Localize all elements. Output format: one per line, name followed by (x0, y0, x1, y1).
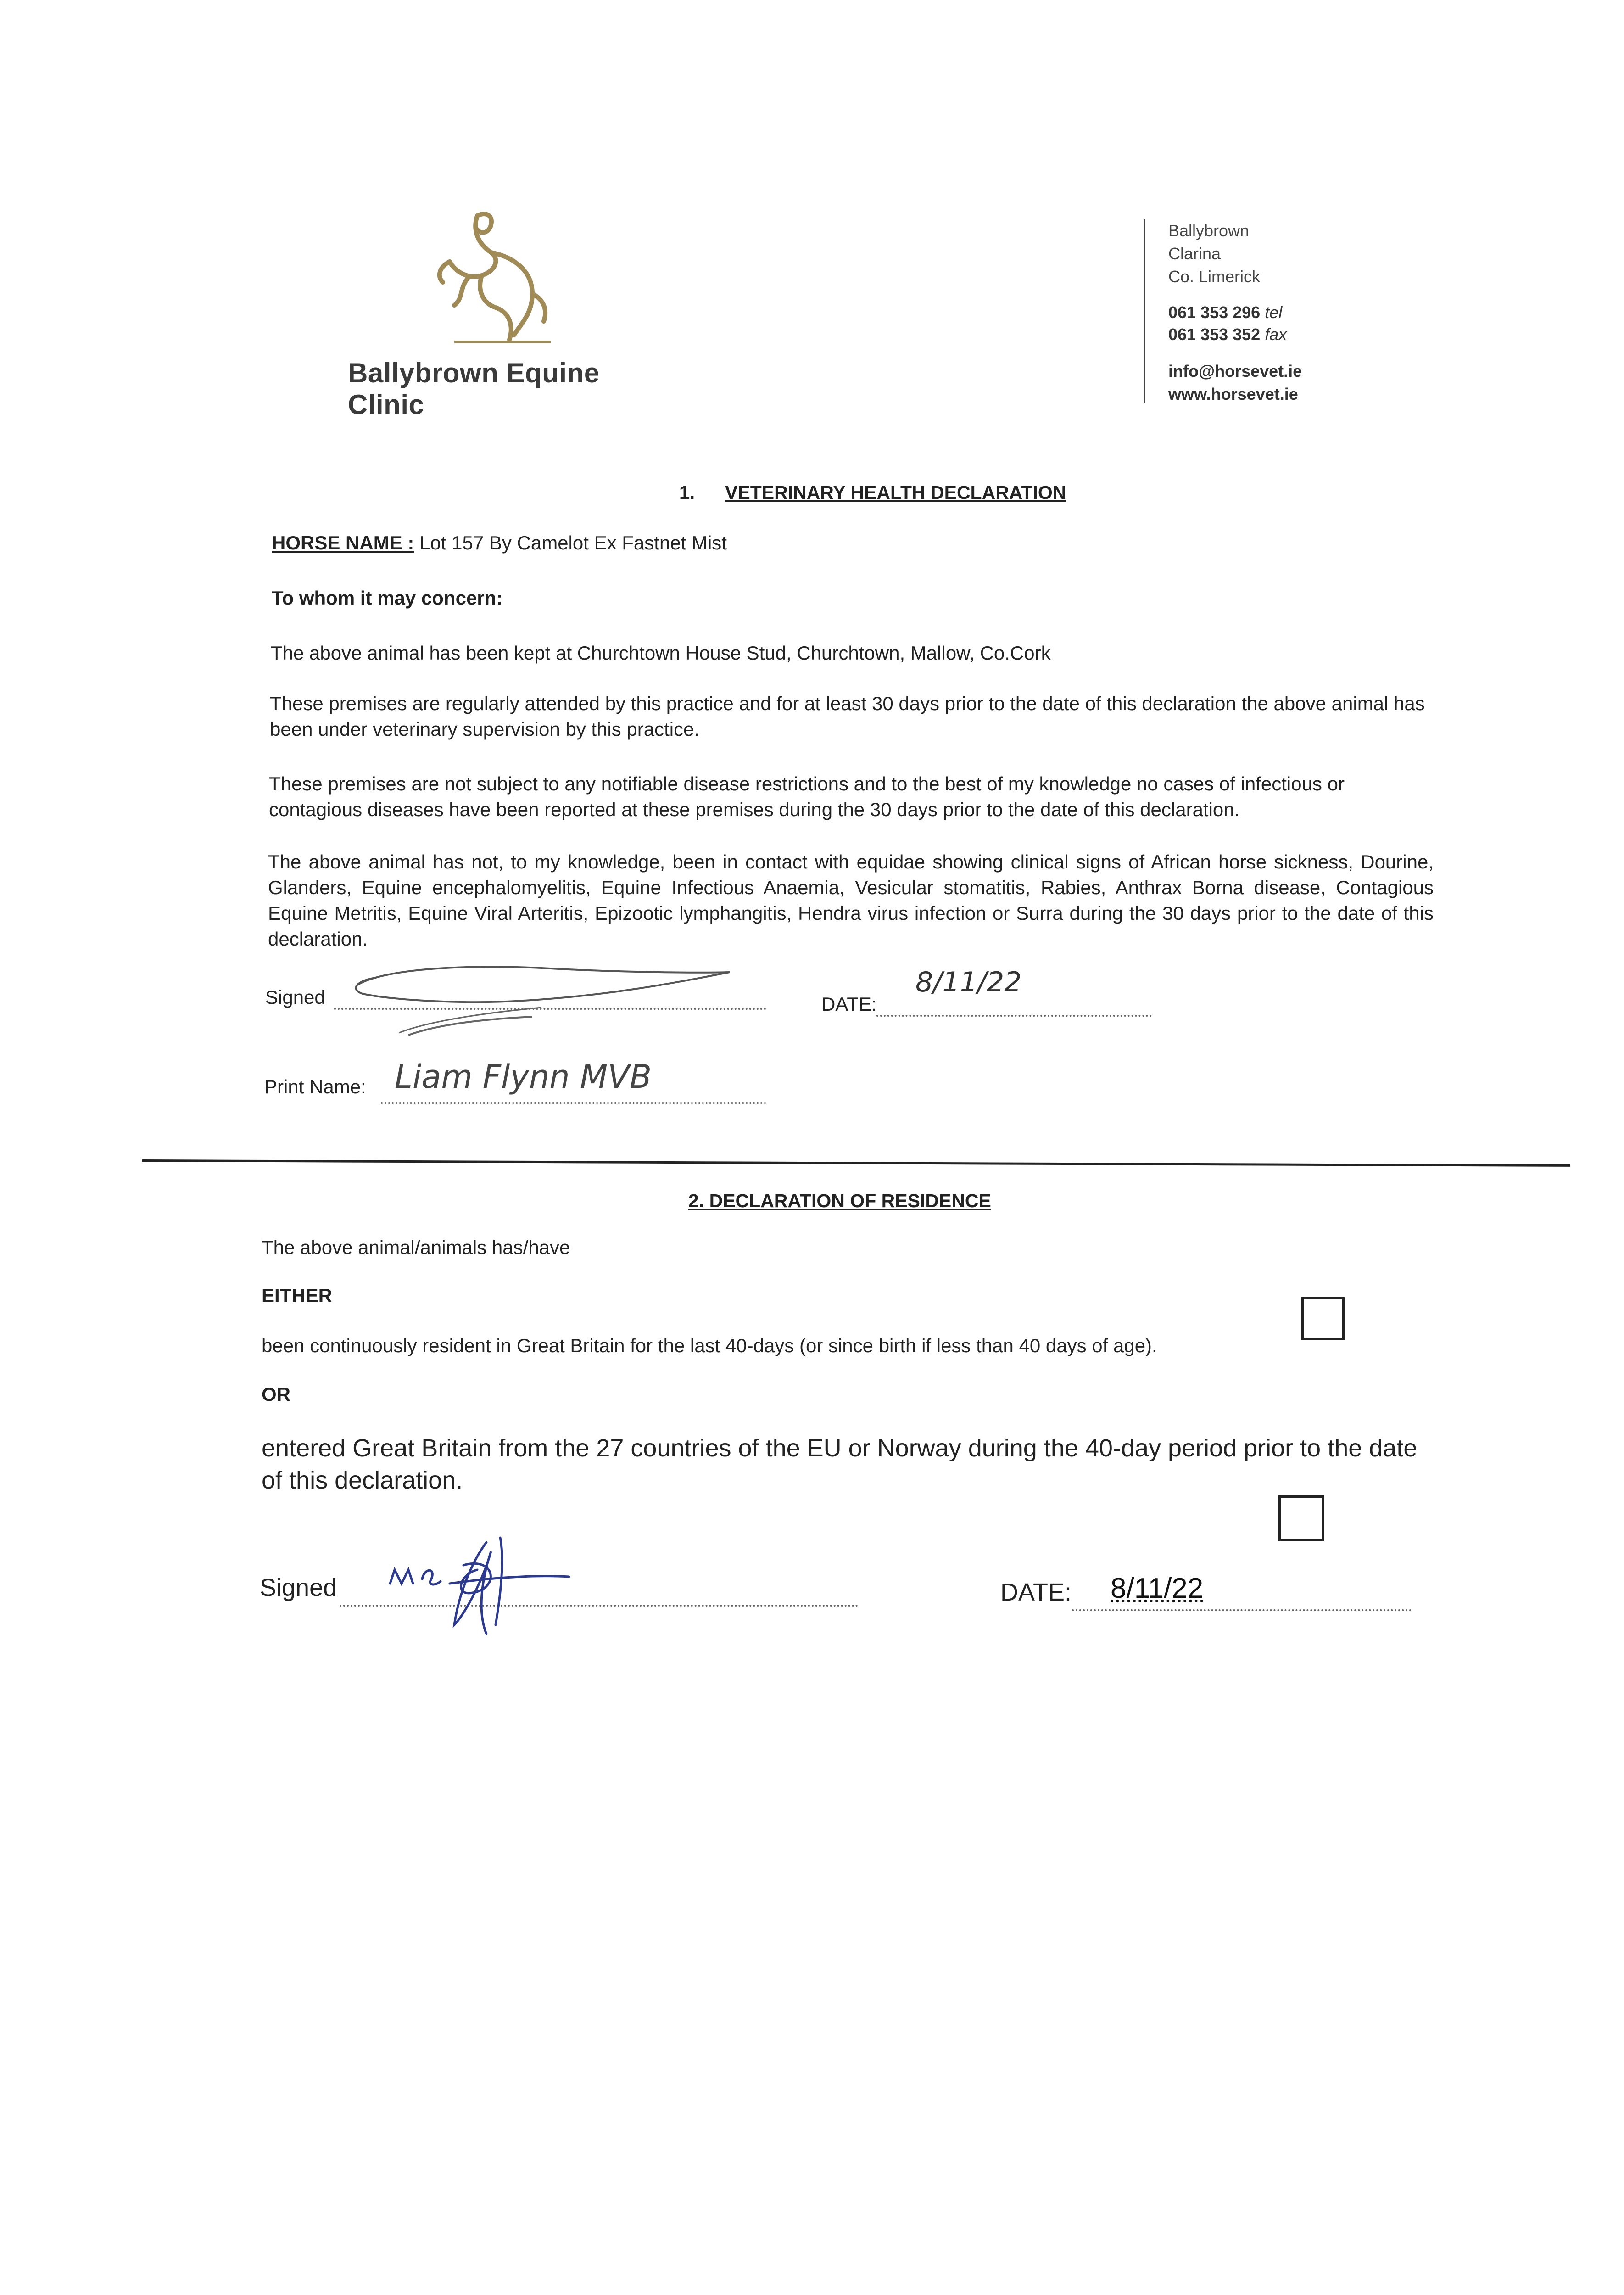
address-line2: Clarina (1168, 244, 1221, 263)
option1-text: been continuously resident in Great Britain for the last 40-days (or since birth if less than 40 days of age). (262, 1335, 1157, 1356)
clinic-name: Ballybrown Equine Clinic (348, 358, 600, 420)
paragraph-restrictions: These premises are not subject to any notifiable disease restrictions and to the best of my knowledge no cases of infectious or contagious diseases have been reported at these premises during the 30 days prior to the date of this declaration. (269, 773, 1345, 820)
address-divider (1144, 219, 1145, 403)
signature-flourish (404, 1014, 541, 1042)
fax-label: fax (1265, 325, 1287, 344)
date-line-1 (876, 1012, 1152, 1017)
section1-number: 1. (679, 482, 695, 503)
or-label: OR (262, 1383, 290, 1405)
print-name-value: Liam Flynn MVB (395, 1058, 652, 1096)
section1-title: VETERINARY HEALTH DECLARATION (725, 482, 1066, 503)
email: info@horsevet.ie (1168, 362, 1302, 381)
fax-number: 061 353 352 (1168, 325, 1261, 344)
option2-checkbox[interactable] (1278, 1495, 1324, 1541)
salutation: To whom it may concern: (272, 587, 503, 609)
date-value-2: 8/11/22 (1111, 1573, 1204, 1604)
date-line-2 (1072, 1606, 1412, 1611)
paragraph-diseases: The above animal has not, to my knowledge, been in contact with equidae showing clinical signs of African horse sickness, Dourine, Glanders, Equine encephalomyelitis, Equine Infectious Anaemia, Vesicular stomatitis, Rabies, Anthrax Borna disease, Contagious Equine Metritis, Equine Viral Arteritis, Epizootic lymphangitis, Hendra virus infection or Surra during the 30 days prior to the date of this declaration. (268, 851, 1434, 950)
signed-label-1: Signed (265, 986, 325, 1008)
residence-intro: The above animal/animals has/have (262, 1237, 570, 1258)
paragraph-premises: The above animal has been kept at Churchtown House Stud, Churchtown, Mallow, Co.Cork (271, 642, 1051, 664)
print-name-label: Print Name: (264, 1076, 366, 1097)
horse-name-label: HORSE NAME : (272, 532, 414, 554)
rearing-horse-logo-icon (340, 202, 679, 358)
section-divider (142, 1159, 1570, 1167)
section2-title: 2. DECLARATION OF RESIDENCE (688, 1190, 991, 1211)
either-label: EITHER (262, 1285, 333, 1306)
print-name-line (381, 1099, 766, 1104)
tel-number: 061 353 296 (1168, 303, 1261, 322)
date-label-2: DATE: (1000, 1579, 1072, 1606)
tel-label: tel (1265, 303, 1283, 322)
signed-label-2: Signed (260, 1574, 337, 1601)
website: www.horsevet.ie (1168, 385, 1298, 403)
clinic-logo (340, 202, 679, 420)
option1-checkbox[interactable] (1301, 1297, 1345, 1340)
address-line3: Co. Limerick (1168, 267, 1261, 286)
date-label-1: DATE: (821, 993, 877, 1015)
date-value-1: 8/11/22 (915, 966, 1022, 998)
tel-line (1168, 301, 1282, 324)
horse-name-value: Lot 157 By Camelot Ex Fastnet Mist (419, 532, 727, 554)
owner-signature (381, 1524, 574, 1643)
address-line1: Ballybrown (1168, 221, 1250, 240)
horse-name-row (272, 530, 727, 556)
option2-text: entered Great Britain from the 27 countries of the EU or Norway during the 40-day period prior to the date of this declaration. (262, 1434, 1418, 1494)
paragraph-supervision: These premises are regularly attended by this practice and for at least 30 days prior to the date of this declaration the above animal has been under veterinary supervision by this practice. (270, 693, 1425, 740)
fax-line (1168, 323, 1287, 346)
